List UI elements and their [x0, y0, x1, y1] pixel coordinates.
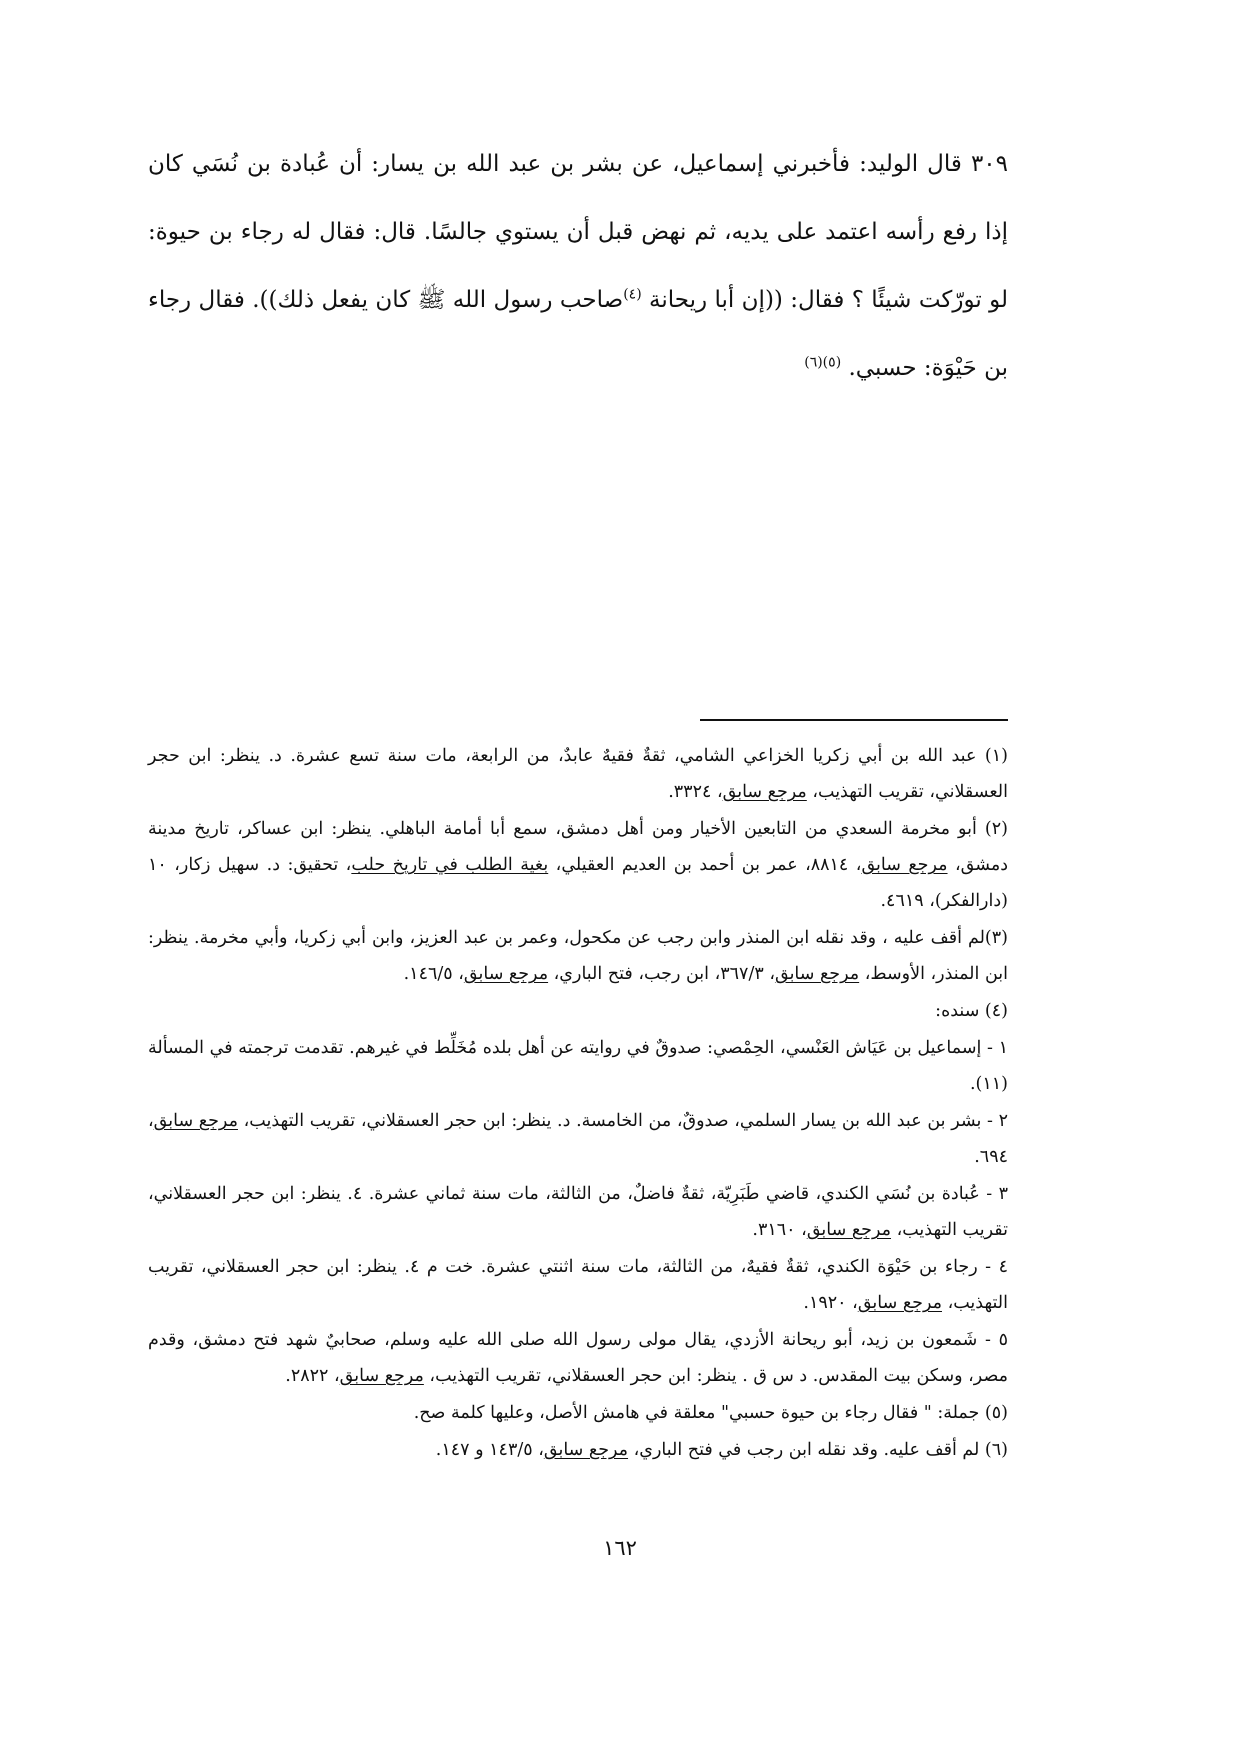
footnote-2-mid: ، ٨٨١٤، عمر بن أحمد بن العديم العقيلي،	[548, 855, 862, 875]
footnote-4-item-2-tail: ، ٦٩٤.	[148, 1111, 1008, 1167]
footnote-1-ref: مرجع سابق	[722, 782, 807, 802]
footnote-4-item-4-text: ٤ - رجاء بن حَيْوَة الكندي، ثقةٌ فقيهٌ، من الثالثة، مات سنة اثنتي عشرة. خت م ٤. ينظر: ابن حجر العسقلاني، تقريب التهذيب،	[148, 1257, 1008, 1313]
footnote-4-item-3	[148, 1176, 1008, 1248]
footnote-4-item-1	[148, 1030, 1008, 1102]
footnote-4-item-1-text: ١ - إسماعيل بن عَيَاش العَنْسي، الحِمْصي: صدوقٌ في روايته عن أهل بلده مُخَلِّط في غيرهم. تقدمت ترجمته في المسألة (١١).	[148, 1038, 1008, 1094]
footnote-4-item-5	[148, 1322, 1008, 1394]
footnote-4-item-2	[148, 1103, 1008, 1175]
footnote-4-item-2-ref: مرجع سابق	[153, 1111, 238, 1131]
footnote-4	[148, 993, 1008, 1029]
footnote-4-item-5-tail: ، ٢٨٢٢.	[285, 1366, 340, 1386]
footnote-4-item-5-ref: مرجع سابق	[339, 1366, 424, 1386]
footnote-2-tail: ، تحقيق: د. سهيل زكار، ١٠ (دارالفكر)، ٤٦١٩.	[148, 855, 1008, 911]
footnote-2-book: بغية الطلب في تاريخ حلب	[351, 855, 549, 875]
footnote-ref-4[interactable]: (٤)	[623, 286, 642, 303]
footnote-3-text: (٣)لم أقف عليه ، وقد نقله ابن المنذر وابن رجب عن مكحول، وعمر بن عبد العزيز، وابن أبي زكريا، وأبي مخرمة. ينظر: ابن المنذر، الأوسط،	[148, 928, 1008, 984]
main-paragraph	[148, 130, 1008, 402]
footnote-4-item-3-tail: ، ٣١٦٠.	[752, 1220, 807, 1240]
footnote-5	[148, 1395, 1008, 1431]
footnote-6-text: (٦) لم أقف عليه. وقد نقله ابن رجب في فتح الباري،	[628, 1440, 1008, 1460]
footnote-4-text: (٤) سنده:	[935, 1001, 1008, 1021]
main-text-part2: صاحب رسول الله ﷺ كان يفعل ذلك)). فقال رجاء بن حَيْوَة: حسبي.	[148, 287, 1008, 381]
footnote-2-ref: مرجع سابق	[861, 855, 948, 875]
footnote-1	[148, 738, 1008, 810]
footnote-separator	[700, 719, 1008, 721]
footnote-ref-5-6[interactable]: (٥)(٦)	[804, 354, 842, 371]
footnote-4-item-3-text: ٣ - عُبادة بن نُسَي الكندي، قاضي طَبَرِيّة، ثقةٌ فاضلٌ، من الثالثة، مات سنة ثماني عشرة. ٤. ينظر: ابن حجر العسقلاني، تقريب التهذيب،	[148, 1184, 1008, 1240]
footnote-4-item-5-text: ٥ - شَمعون بن زيد، أبو ريحانة الأزدي، يقال مولى رسول الله صلى الله عليه وسلم، صحابيٌ شهد فتح دمشق، وقدم مصر، وسكن بيت المقدس. د س ق . ينظر: ابن حجر العسقلاني، تقريب التهذيب،	[148, 1330, 1008, 1386]
footnote-1-tail: ، ٣٣٢٤.	[668, 782, 723, 802]
main-text-part1: ٣٠٩ قال الوليد: فأخبرني إسماعيل، عن بشر بن عبد الله بن يسار: أن عُبادة بن نُسَي كان إذا رفع رأسه اعتمد على يديه، ثم نهض قبل أن يستوي جالسًا. قال: فقال له رجاء بن حيوة: لو تورّكت شيئًا ؟ فقال: ((إن أبا ريحانة	[148, 151, 1009, 313]
footnote-4-item-2-text: ٢ - بشر بن عبد الله بن يسار السلمي، صدوقٌ، من الخامسة. د. ينظر: ابن حجر العسقلاني، تقريب التهذيب،	[237, 1111, 1008, 1131]
page-number: ١٦٢	[603, 1536, 637, 1560]
footnote-3-ref: مرجع سابق	[774, 964, 860, 984]
footnote-3	[148, 920, 1008, 992]
footnotes-section	[148, 738, 1008, 1469]
footnote-6	[148, 1432, 1008, 1468]
footnote-6-tail: ، ١٤٣/٥ و ١٤٧.	[435, 1440, 544, 1460]
footnote-2	[148, 811, 1008, 919]
footnote-5-text: (٥) جملة: " فقال رجاء بن حيوة حسبي" معلقة في هامش الأصل، وعليها كلمة صح.	[413, 1403, 1008, 1423]
footnote-2-text: (٢) أبو مخرمة السعدي من التابعين الأخيار ومن أهل دمشق، سمع أبا أمامة الباهلي. ينظر: ابن عساكر، تاريخ مدينة دمشق،	[148, 819, 1009, 875]
footnote-4-item-3-ref: مرجع سابق	[806, 1220, 891, 1240]
footnote-3-mid: ، ٣٦٧/٣، ابن رجب، فتح الباري،	[548, 964, 775, 984]
footnote-3-ref-2: مرجع سابق	[463, 964, 549, 984]
footnote-4-item-4-tail: ، ١٩٢٠.	[803, 1293, 858, 1313]
footnote-1-text: (١) عبد الله بن أبي زكريا الخزاعي الشامي، ثقةٌ فقيهٌ عابدٌ، من الرابعة، مات سنة تسع عشرة. د. ينظر: ابن حجر العسقلاني، تقريب التهذيب،	[148, 746, 1008, 802]
footnote-4-item-4	[148, 1249, 1008, 1321]
footnote-4-item-4-ref: مرجع سابق	[857, 1293, 942, 1313]
footnote-3-tail: ، ١٤٦/٥.	[403, 964, 464, 984]
footnote-6-ref: مرجع سابق	[543, 1440, 629, 1460]
